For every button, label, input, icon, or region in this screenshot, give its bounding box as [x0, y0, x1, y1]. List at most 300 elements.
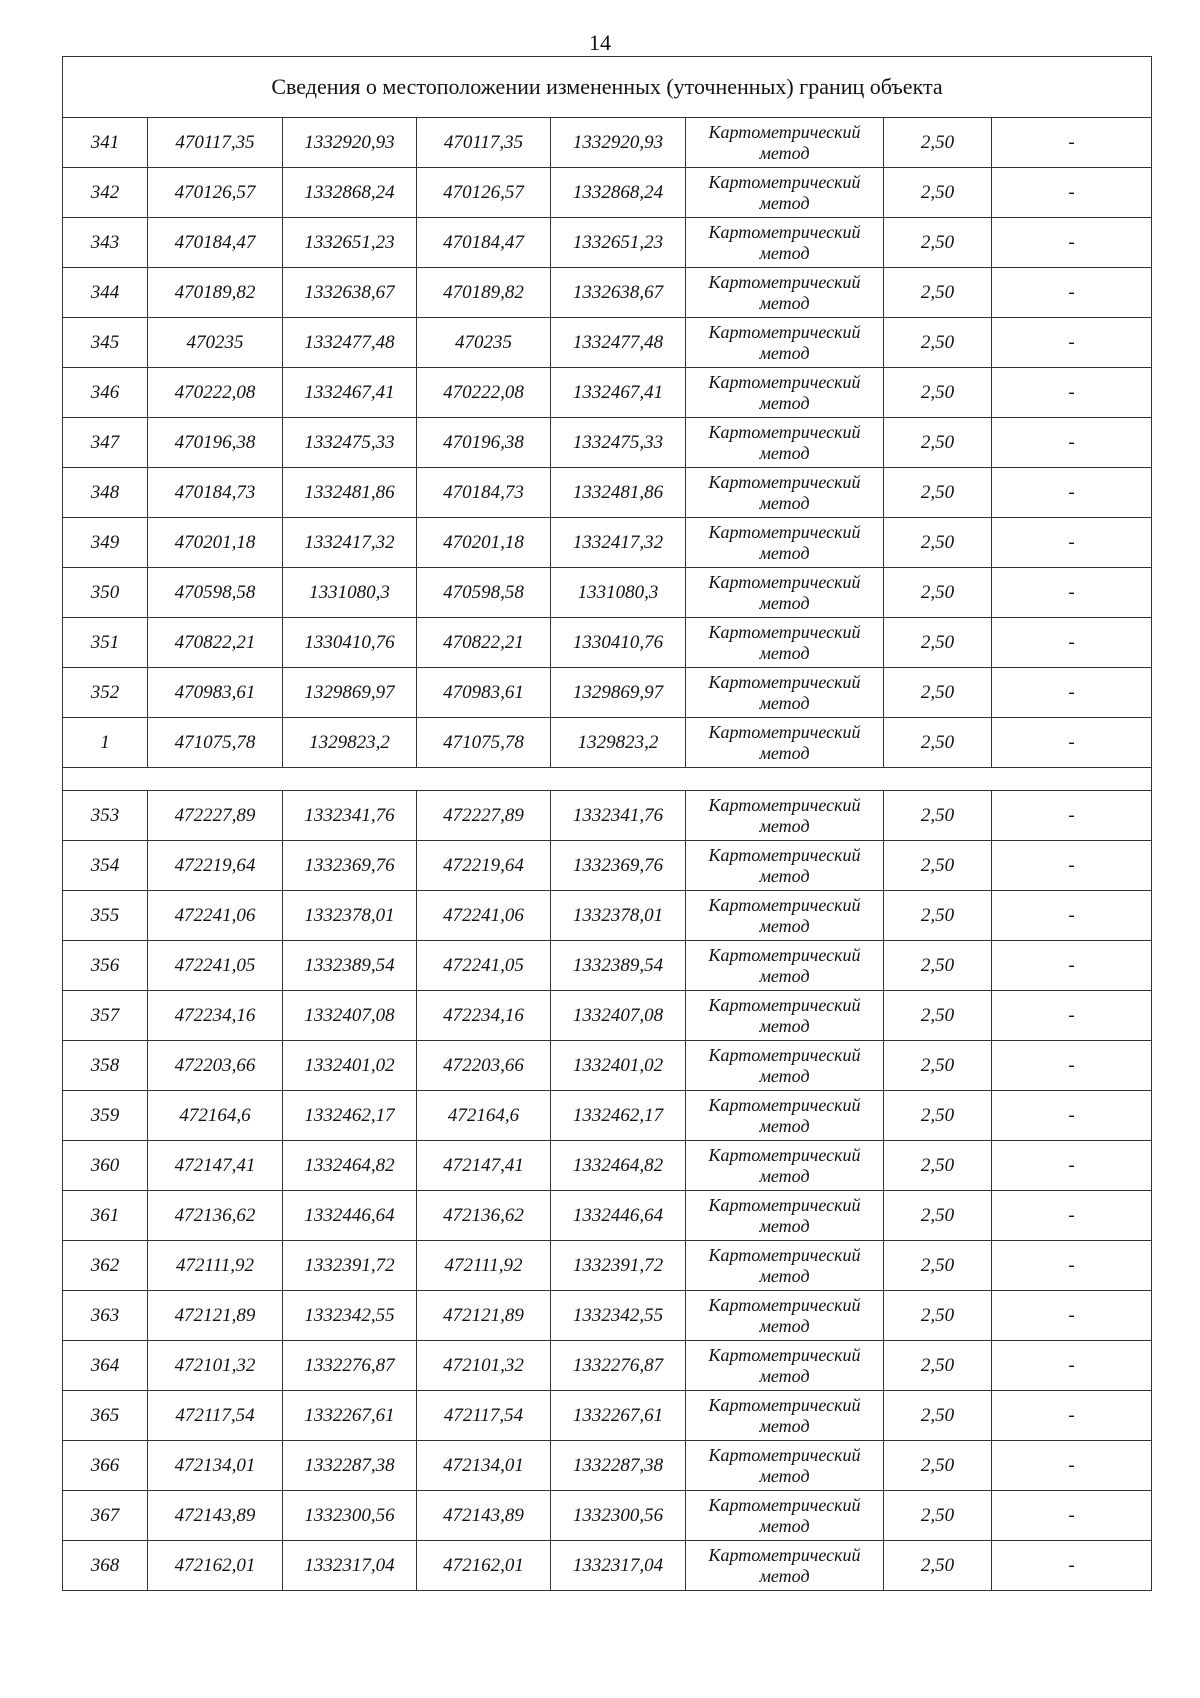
existing-y-cell: 1332467,41 [283, 368, 417, 418]
accuracy-cell: 2,50 [884, 891, 992, 941]
refined-y-cell: 1332481,86 [551, 468, 686, 518]
refined-y-cell: 1332300,56 [551, 1491, 686, 1541]
table-row [63, 268, 1152, 318]
method-line-2: метод [759, 292, 810, 313]
existing-x-cell: 472203,66 [148, 1041, 283, 1091]
accuracy-cell: 2,50 [884, 1541, 992, 1591]
method-line-1: Картометрический [708, 421, 861, 442]
accuracy-cell: 2,50 [884, 368, 992, 418]
method-line-2: метод [759, 1015, 810, 1036]
method-cell [686, 318, 884, 368]
table-row [63, 791, 1152, 841]
accuracy-cell: 2,50 [884, 1141, 992, 1191]
method-line-2: метод [759, 442, 810, 463]
method-line-1: Картометрический [708, 621, 861, 642]
method-cell [686, 841, 884, 891]
point-number-cell: 343 [63, 218, 148, 268]
note-cell: - [992, 618, 1152, 668]
note-cell: - [992, 1191, 1152, 1241]
refined-y-cell: 1332920,93 [551, 118, 686, 168]
table-title: Сведения о местоположении измененных (уточненных) границ объекта [63, 57, 1152, 118]
point-number-cell: 354 [63, 841, 148, 891]
method-line-2: метод [759, 492, 810, 513]
refined-x-cell: 470983,61 [417, 668, 551, 718]
table-row [63, 618, 1152, 668]
method-cell [686, 268, 884, 318]
point-number-cell: 349 [63, 518, 148, 568]
existing-x-cell: 472147,41 [148, 1141, 283, 1191]
existing-y-cell: 1332481,86 [283, 468, 417, 518]
refined-y-cell: 1332342,55 [551, 1291, 686, 1341]
method-cell [686, 718, 884, 768]
existing-x-cell: 472162,01 [148, 1541, 283, 1591]
existing-y-cell: 1332417,32 [283, 518, 417, 568]
method-line-1: Картометрический [708, 571, 861, 592]
accuracy-cell: 2,50 [884, 118, 992, 168]
table-row [63, 318, 1152, 368]
refined-y-cell: 1332391,72 [551, 1241, 686, 1291]
existing-y-cell: 1332378,01 [283, 891, 417, 941]
note-cell: - [992, 668, 1152, 718]
refined-y-cell: 1332341,76 [551, 791, 686, 841]
method-line-1: Картометрический [708, 471, 861, 492]
note-cell: - [992, 318, 1152, 368]
table-row [63, 418, 1152, 468]
method-line-2: метод [759, 542, 810, 563]
accuracy-cell: 2,50 [884, 1191, 992, 1241]
point-number-cell: 357 [63, 991, 148, 1041]
note-cell: - [992, 168, 1152, 218]
existing-y-cell: 1329823,2 [283, 718, 417, 768]
existing-y-cell: 1332267,61 [283, 1391, 417, 1441]
method-line-1: Картометрический [708, 321, 861, 342]
method-cell [686, 1491, 884, 1541]
table-row [63, 1191, 1152, 1241]
existing-x-cell: 470201,18 [148, 518, 283, 568]
accuracy-cell: 2,50 [884, 1241, 992, 1291]
refined-x-cell: 472143,89 [417, 1491, 551, 1541]
method-line-2: метод [759, 1165, 810, 1186]
table-row [63, 1291, 1152, 1341]
refined-y-cell: 1332378,01 [551, 891, 686, 941]
point-number-cell: 348 [63, 468, 148, 518]
table-row [63, 1041, 1152, 1091]
refined-x-cell: 472101,32 [417, 1341, 551, 1391]
refined-x-cell: 470201,18 [417, 518, 551, 568]
point-number-cell: 358 [63, 1041, 148, 1091]
refined-x-cell: 470822,21 [417, 618, 551, 668]
existing-y-cell: 1329869,97 [283, 668, 417, 718]
method-line-2: метод [759, 142, 810, 163]
existing-x-cell: 470126,57 [148, 168, 283, 218]
accuracy-cell: 2,50 [884, 268, 992, 318]
existing-x-cell: 470184,47 [148, 218, 283, 268]
existing-x-cell: 472219,64 [148, 841, 283, 891]
method-line-1: Картометрический [708, 221, 861, 242]
note-cell: - [992, 791, 1152, 841]
existing-y-cell: 1332868,24 [283, 168, 417, 218]
method-cell [686, 791, 884, 841]
note-cell: - [992, 1241, 1152, 1291]
point-number-cell: 361 [63, 1191, 148, 1241]
method-line-1: Картометрический [708, 1244, 861, 1265]
existing-x-cell: 470822,21 [148, 618, 283, 668]
table-row [63, 218, 1152, 268]
existing-y-cell: 1332464,82 [283, 1141, 417, 1191]
note-cell: - [992, 568, 1152, 618]
point-number-cell: 368 [63, 1541, 148, 1591]
refined-y-cell: 1332267,61 [551, 1391, 686, 1441]
note-cell: - [992, 268, 1152, 318]
note-cell: - [992, 1041, 1152, 1091]
method-cell [686, 618, 884, 668]
accuracy-cell: 2,50 [884, 991, 992, 1041]
method-line-2: метод [759, 392, 810, 413]
refined-x-cell: 470598,58 [417, 568, 551, 618]
point-number-cell: 362 [63, 1241, 148, 1291]
note-cell: - [992, 991, 1152, 1041]
table-row [63, 1341, 1152, 1391]
refined-y-cell: 1331080,3 [551, 568, 686, 618]
existing-x-cell: 472117,54 [148, 1391, 283, 1441]
method-line-2: метод [759, 965, 810, 986]
accuracy-cell: 2,50 [884, 1391, 992, 1441]
refined-y-cell: 1332401,02 [551, 1041, 686, 1091]
refined-y-cell: 1332287,38 [551, 1441, 686, 1491]
refined-x-cell: 472162,01 [417, 1541, 551, 1591]
refined-y-cell: 1332467,41 [551, 368, 686, 418]
method-line-2: метод [759, 1515, 810, 1536]
table-row [63, 1541, 1152, 1591]
note-cell: - [992, 1141, 1152, 1191]
accuracy-cell: 2,50 [884, 841, 992, 891]
refined-y-cell: 1329869,97 [551, 668, 686, 718]
refined-x-cell: 472147,41 [417, 1141, 551, 1191]
existing-x-cell: 472143,89 [148, 1491, 283, 1541]
table-row [63, 118, 1152, 168]
accuracy-cell: 2,50 [884, 1441, 992, 1491]
refined-y-cell: 1329823,2 [551, 718, 686, 768]
method-line-2: метод [759, 815, 810, 836]
note-cell: - [992, 1491, 1152, 1541]
method-cell [686, 218, 884, 268]
method-cell [686, 1191, 884, 1241]
method-line-2: метод [759, 642, 810, 663]
existing-x-cell: 472164,6 [148, 1091, 283, 1141]
refined-x-cell: 472234,16 [417, 991, 551, 1041]
existing-x-cell: 472121,89 [148, 1291, 283, 1341]
table-row [63, 468, 1152, 518]
existing-y-cell: 1332369,76 [283, 841, 417, 891]
refined-x-cell: 472203,66 [417, 1041, 551, 1091]
coordinates-table [62, 56, 1152, 1591]
method-cell [686, 1341, 884, 1391]
existing-y-cell: 1332342,55 [283, 1291, 417, 1341]
method-line-1: Картометрический [708, 894, 861, 915]
accuracy-cell: 2,50 [884, 1041, 992, 1091]
method-line-1: Картометрический [708, 1544, 861, 1565]
note-cell: - [992, 1291, 1152, 1341]
table-row [63, 368, 1152, 418]
refined-x-cell: 472219,64 [417, 841, 551, 891]
method-line-1: Картометрический [708, 1394, 861, 1415]
method-line-1: Картометрический [708, 271, 861, 292]
method-cell [686, 468, 884, 518]
table-row [63, 1091, 1152, 1141]
note-cell: - [992, 468, 1152, 518]
note-cell: - [992, 368, 1152, 418]
point-number-cell: 1 [63, 718, 148, 768]
refined-y-cell: 1332446,64 [551, 1191, 686, 1241]
method-line-2: метод [759, 1315, 810, 1336]
refined-x-cell: 472134,01 [417, 1441, 551, 1491]
note-cell: - [992, 718, 1152, 768]
method-cell [686, 1091, 884, 1141]
method-line-1: Картометрический [708, 121, 861, 142]
method-cell [686, 518, 884, 568]
existing-x-cell: 472136,62 [148, 1191, 283, 1241]
point-number-cell: 360 [63, 1141, 148, 1191]
refined-x-cell: 472111,92 [417, 1241, 551, 1291]
existing-x-cell: 472241,06 [148, 891, 283, 941]
existing-y-cell: 1332638,67 [283, 268, 417, 318]
method-cell [686, 891, 884, 941]
refined-x-cell: 470184,73 [417, 468, 551, 518]
refined-y-cell: 1332464,82 [551, 1141, 686, 1191]
existing-x-cell: 472241,05 [148, 941, 283, 991]
existing-y-cell: 1332407,08 [283, 991, 417, 1041]
existing-x-cell: 470235 [148, 318, 283, 368]
method-cell [686, 118, 884, 168]
existing-y-cell: 1332389,54 [283, 941, 417, 991]
refined-x-cell: 470222,08 [417, 368, 551, 418]
method-line-2: метод [759, 1415, 810, 1436]
refined-x-cell: 472227,89 [417, 791, 551, 841]
table-row [63, 1441, 1152, 1491]
table-row [63, 518, 1152, 568]
refined-x-cell: 472164,6 [417, 1091, 551, 1141]
existing-y-cell: 1332651,23 [283, 218, 417, 268]
point-number-cell: 342 [63, 168, 148, 218]
method-line-1: Картометрический [708, 1144, 861, 1165]
existing-x-cell: 470598,58 [148, 568, 283, 618]
point-number-cell: 350 [63, 568, 148, 618]
method-line-1: Картометрический [708, 1494, 861, 1515]
existing-y-cell: 1332276,87 [283, 1341, 417, 1391]
point-number-cell: 355 [63, 891, 148, 941]
existing-y-cell: 1330410,76 [283, 618, 417, 668]
refined-y-cell: 1332369,76 [551, 841, 686, 891]
table-row [63, 841, 1152, 891]
note-cell: - [992, 841, 1152, 891]
refined-x-cell: 472136,62 [417, 1191, 551, 1241]
refined-y-cell: 1332407,08 [551, 991, 686, 1041]
note-cell: - [992, 1441, 1152, 1491]
accuracy-cell: 2,50 [884, 418, 992, 468]
table-row [63, 1391, 1152, 1441]
existing-x-cell: 471075,78 [148, 718, 283, 768]
refined-y-cell: 1332389,54 [551, 941, 686, 991]
existing-y-cell: 1332462,17 [283, 1091, 417, 1141]
method-line-1: Картометрический [708, 1444, 861, 1465]
point-number-cell: 352 [63, 668, 148, 718]
point-number-cell: 345 [63, 318, 148, 368]
existing-x-cell: 470222,08 [148, 368, 283, 418]
existing-y-cell: 1332317,04 [283, 1541, 417, 1591]
existing-y-cell: 1332475,33 [283, 418, 417, 468]
refined-y-cell: 1332317,04 [551, 1541, 686, 1591]
refined-y-cell: 1332475,33 [551, 418, 686, 468]
existing-x-cell: 470117,35 [148, 118, 283, 168]
refined-x-cell: 470235 [417, 318, 551, 368]
refined-y-cell: 1330410,76 [551, 618, 686, 668]
refined-y-cell: 1332462,17 [551, 1091, 686, 1141]
accuracy-cell: 2,50 [884, 1341, 992, 1391]
method-line-1: Картометрический [708, 944, 861, 965]
method-line-2: метод [759, 915, 810, 936]
group-separator-row [63, 768, 1152, 791]
existing-y-cell: 1332391,72 [283, 1241, 417, 1291]
method-cell [686, 1541, 884, 1591]
method-line-1: Картометрический [708, 844, 861, 865]
accuracy-cell: 2,50 [884, 318, 992, 368]
refined-y-cell: 1332638,67 [551, 268, 686, 318]
method-cell [686, 1391, 884, 1441]
point-number-cell: 341 [63, 118, 148, 168]
method-line-1: Картометрический [708, 794, 861, 815]
refined-x-cell: 470126,57 [417, 168, 551, 218]
refined-y-cell: 1332276,87 [551, 1341, 686, 1391]
method-cell [686, 1241, 884, 1291]
method-line-2: метод [759, 1465, 810, 1486]
existing-x-cell: 472101,32 [148, 1341, 283, 1391]
refined-x-cell: 470189,82 [417, 268, 551, 318]
accuracy-cell: 2,50 [884, 468, 992, 518]
method-line-1: Картометрический [708, 1344, 861, 1365]
method-line-1: Картометрический [708, 1044, 861, 1065]
existing-y-cell: 1332446,64 [283, 1191, 417, 1241]
method-line-2: метод [759, 242, 810, 263]
point-number-cell: 364 [63, 1341, 148, 1391]
table-row [63, 1141, 1152, 1191]
point-number-cell: 353 [63, 791, 148, 841]
method-line-2: метод [759, 1565, 810, 1586]
method-line-2: метод [759, 1065, 810, 1086]
note-cell: - [992, 518, 1152, 568]
method-line-2: метод [759, 1215, 810, 1236]
refined-x-cell: 470184,47 [417, 218, 551, 268]
point-number-cell: 344 [63, 268, 148, 318]
method-line-2: метод [759, 865, 810, 886]
refined-x-cell: 472117,54 [417, 1391, 551, 1441]
method-line-2: метод [759, 1265, 810, 1286]
refined-y-cell: 1332868,24 [551, 168, 686, 218]
existing-y-cell: 1332341,76 [283, 791, 417, 841]
accuracy-cell: 2,50 [884, 791, 992, 841]
method-cell [686, 368, 884, 418]
note-cell: - [992, 418, 1152, 468]
method-line-2: метод [759, 342, 810, 363]
table-row [63, 941, 1152, 991]
method-cell [686, 941, 884, 991]
existing-y-cell: 1332401,02 [283, 1041, 417, 1091]
table-row [63, 891, 1152, 941]
point-number-cell: 365 [63, 1391, 148, 1441]
point-number-cell: 347 [63, 418, 148, 468]
existing-x-cell: 470983,61 [148, 668, 283, 718]
accuracy-cell: 2,50 [884, 1291, 992, 1341]
note-cell: - [992, 1091, 1152, 1141]
existing-y-cell: 1332287,38 [283, 1441, 417, 1491]
refined-y-cell: 1332651,23 [551, 218, 686, 268]
accuracy-cell: 2,50 [884, 168, 992, 218]
point-number-cell: 351 [63, 618, 148, 668]
note-cell: - [992, 118, 1152, 168]
accuracy-cell: 2,50 [884, 618, 992, 668]
point-number-cell: 356 [63, 941, 148, 991]
method-line-1: Картометрический [708, 521, 861, 542]
note-cell: - [992, 1391, 1152, 1441]
point-number-cell: 363 [63, 1291, 148, 1341]
method-cell [686, 568, 884, 618]
table-body [63, 57, 1152, 1591]
note-cell: - [992, 1341, 1152, 1391]
existing-x-cell: 470189,82 [148, 268, 283, 318]
accuracy-cell: 2,50 [884, 941, 992, 991]
method-line-1: Картометрический [708, 671, 861, 692]
table-row [63, 168, 1152, 218]
accuracy-cell: 2,50 [884, 568, 992, 618]
refined-x-cell: 470196,38 [417, 418, 551, 468]
table-row [63, 991, 1152, 1041]
method-cell [686, 1141, 884, 1191]
method-line-1: Картометрический [708, 994, 861, 1015]
existing-x-cell: 470196,38 [148, 418, 283, 468]
method-line-1: Картометрический [708, 371, 861, 392]
point-number-cell: 346 [63, 368, 148, 418]
refined-x-cell: 471075,78 [417, 718, 551, 768]
method-cell [686, 668, 884, 718]
method-line-1: Картометрический [708, 1194, 861, 1215]
method-line-1: Картометрический [708, 171, 861, 192]
refined-x-cell: 472121,89 [417, 1291, 551, 1341]
existing-x-cell: 470184,73 [148, 468, 283, 518]
note-cell: - [992, 891, 1152, 941]
method-cell [686, 168, 884, 218]
method-line-2: метод [759, 1115, 810, 1136]
note-cell: - [992, 941, 1152, 991]
table-title-row [63, 57, 1152, 118]
group-separator-cell [63, 768, 1152, 791]
existing-x-cell: 472234,16 [148, 991, 283, 1041]
refined-x-cell: 472241,06 [417, 891, 551, 941]
accuracy-cell: 2,50 [884, 518, 992, 568]
method-cell [686, 418, 884, 468]
point-number-cell: 367 [63, 1491, 148, 1541]
existing-y-cell: 1332300,56 [283, 1491, 417, 1541]
method-line-1: Картометрический [708, 721, 861, 742]
table-row [63, 718, 1152, 768]
table-row [63, 668, 1152, 718]
existing-x-cell: 472227,89 [148, 791, 283, 841]
refined-x-cell: 470117,35 [417, 118, 551, 168]
note-cell: - [992, 218, 1152, 268]
accuracy-cell: 2,50 [884, 1091, 992, 1141]
point-number-cell: 359 [63, 1091, 148, 1141]
method-cell [686, 991, 884, 1041]
method-line-2: метод [759, 742, 810, 763]
method-cell [686, 1441, 884, 1491]
